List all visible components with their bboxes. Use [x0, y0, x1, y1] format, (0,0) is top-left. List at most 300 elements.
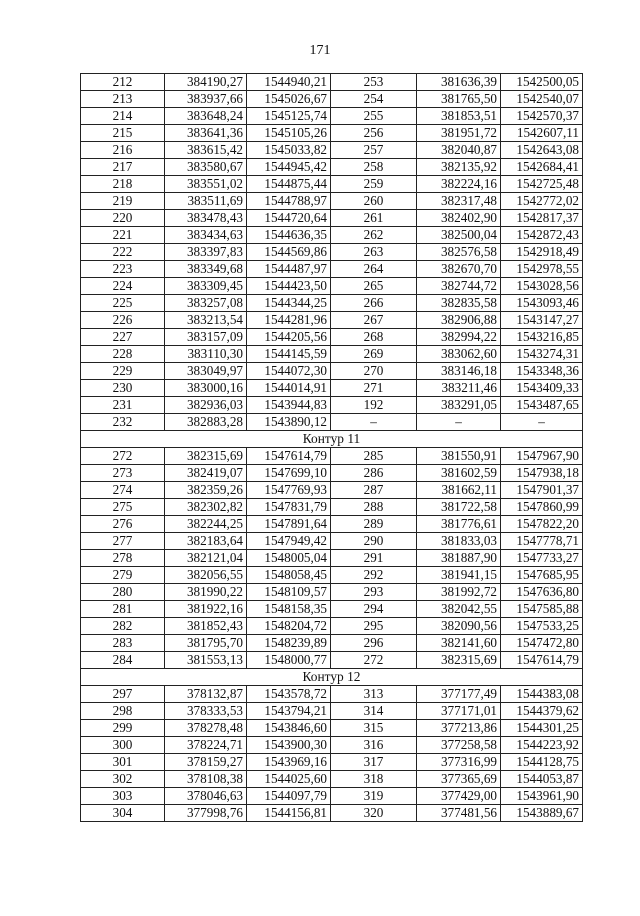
x-coordinate-cell: 382056,55: [165, 567, 247, 584]
y-coordinate-cell: 1547860,99: [501, 499, 583, 516]
table-row: [81, 193, 583, 210]
x-coordinate-cell: 381765,50: [417, 91, 501, 108]
x-coordinate-cell: 383213,54: [165, 312, 247, 329]
point-number-cell: 258: [331, 159, 417, 176]
table-row: [81, 329, 583, 346]
x-coordinate-cell: 377258,58: [417, 737, 501, 754]
point-number-cell: 291: [331, 550, 417, 567]
x-coordinate-cell: 382141,60: [417, 635, 501, 652]
y-coordinate-cell: 1547585,88: [501, 601, 583, 618]
point-number-cell: 272: [81, 448, 165, 465]
table-row: [81, 108, 583, 125]
y-coordinate-cell: 1547778,71: [501, 533, 583, 550]
table-row: [81, 244, 583, 261]
table-row: [81, 686, 583, 703]
y-coordinate-cell: 1544097,79: [247, 788, 331, 805]
table-row: [81, 414, 583, 431]
point-number-cell: 256: [331, 125, 417, 142]
point-number-cell: 315: [331, 720, 417, 737]
table-row: [81, 210, 583, 227]
point-number-cell: 294: [331, 601, 417, 618]
table-row: [81, 618, 583, 635]
y-coordinate-cell: 1544945,42: [247, 159, 331, 176]
y-coordinate-cell: 1543147,27: [501, 312, 583, 329]
x-coordinate-cell: 382224,16: [417, 176, 501, 193]
y-coordinate-cell: 1545033,82: [247, 142, 331, 159]
x-coordinate-cell: 383000,16: [165, 380, 247, 397]
y-coordinate-cell: 1542684,41: [501, 159, 583, 176]
x-coordinate-cell: 383478,43: [165, 210, 247, 227]
point-number-cell: 269: [331, 346, 417, 363]
y-coordinate-cell: 1543274,31: [501, 346, 583, 363]
point-number-cell: 273: [81, 465, 165, 482]
x-coordinate-cell: 383062,60: [417, 346, 501, 363]
x-coordinate-cell: 383110,30: [165, 346, 247, 363]
y-coordinate-cell: 1547733,27: [501, 550, 583, 567]
x-coordinate-cell: 382090,56: [417, 618, 501, 635]
x-coordinate-cell: 382135,92: [417, 159, 501, 176]
y-coordinate-cell: 1548158,35: [247, 601, 331, 618]
x-coordinate-cell: 381941,15: [417, 567, 501, 584]
point-number-cell: 267: [331, 312, 417, 329]
table-row: [81, 805, 583, 822]
x-coordinate-cell: 382402,90: [417, 210, 501, 227]
x-coordinate-cell: 382315,69: [417, 652, 501, 669]
y-coordinate-cell: 1547901,37: [501, 482, 583, 499]
contour-title: Контур 12: [81, 669, 583, 686]
x-coordinate-cell: 381795,70: [165, 635, 247, 652]
x-coordinate-cell: 382183,64: [165, 533, 247, 550]
x-coordinate-cell: 382302,82: [165, 499, 247, 516]
x-coordinate-cell: 383291,05: [417, 397, 501, 414]
point-number-cell: 296: [331, 635, 417, 652]
point-number-cell: 221: [81, 227, 165, 244]
point-number-cell: 271: [331, 380, 417, 397]
y-coordinate-cell: 1547769,93: [247, 482, 331, 499]
table-row: [81, 346, 583, 363]
point-number-cell: 257: [331, 142, 417, 159]
point-number-cell: 280: [81, 584, 165, 601]
y-coordinate-cell: 1543961,90: [501, 788, 583, 805]
point-number-cell: 262: [331, 227, 417, 244]
y-coordinate-cell: 1544636,35: [247, 227, 331, 244]
point-number-cell: 270: [331, 363, 417, 380]
y-coordinate-cell: 1547685,95: [501, 567, 583, 584]
coordinates-table-body: [81, 74, 583, 822]
y-coordinate-cell: 1547831,79: [247, 499, 331, 516]
table-row: [81, 516, 583, 533]
point-number-cell: 212: [81, 74, 165, 91]
y-coordinate-cell: 1547938,18: [501, 465, 583, 482]
x-coordinate-cell: 382936,03: [165, 397, 247, 414]
point-number-cell: 277: [81, 533, 165, 550]
point-number-cell: 287: [331, 482, 417, 499]
point-number-cell: 293: [331, 584, 417, 601]
y-coordinate-cell: 1544014,91: [247, 380, 331, 397]
y-coordinate-cell: 1544205,56: [247, 329, 331, 346]
y-coordinate-cell: 1544301,25: [501, 720, 583, 737]
y-coordinate-cell: 1547891,64: [247, 516, 331, 533]
point-number-cell: 231: [81, 397, 165, 414]
y-coordinate-cell: 1542643,08: [501, 142, 583, 159]
point-number-cell: 319: [331, 788, 417, 805]
y-coordinate-cell: 1543578,72: [247, 686, 331, 703]
point-number-cell: 316: [331, 737, 417, 754]
y-coordinate-cell: 1544487,97: [247, 261, 331, 278]
point-number-cell: 222: [81, 244, 165, 261]
table-row: [81, 261, 583, 278]
x-coordinate-cell: 381602,59: [417, 465, 501, 482]
x-coordinate-cell: 382994,22: [417, 329, 501, 346]
x-coordinate-cell: 382244,25: [165, 516, 247, 533]
y-coordinate-cell: 1547699,10: [247, 465, 331, 482]
y-coordinate-cell: 1547967,90: [501, 448, 583, 465]
point-number-cell: 289: [331, 516, 417, 533]
y-coordinate-cell: 1544344,25: [247, 295, 331, 312]
point-number-cell: 232: [81, 414, 165, 431]
point-number-cell: 264: [331, 261, 417, 278]
x-coordinate-cell: 383211,46: [417, 380, 501, 397]
table-row: [81, 771, 583, 788]
y-coordinate-cell: 1543794,21: [247, 703, 331, 720]
x-coordinate-cell: 382121,04: [165, 550, 247, 567]
point-number-cell: 230: [81, 380, 165, 397]
section-header-row: [81, 669, 583, 686]
x-coordinate-cell: 377481,56: [417, 805, 501, 822]
x-coordinate-cell: 382670,70: [417, 261, 501, 278]
page-number: 171: [309, 43, 331, 58]
point-number-cell: 314: [331, 703, 417, 720]
y-coordinate-cell: 1547614,79: [501, 652, 583, 669]
x-coordinate-cell: 383397,83: [165, 244, 247, 261]
point-number-cell: 302: [81, 771, 165, 788]
x-coordinate-cell: 382835,58: [417, 295, 501, 312]
x-coordinate-cell: 381722,58: [417, 499, 501, 516]
x-coordinate-cell: 382906,88: [417, 312, 501, 329]
x-coordinate-cell: 382500,04: [417, 227, 501, 244]
table-row: [81, 482, 583, 499]
point-number-cell: 283: [81, 635, 165, 652]
y-coordinate-cell: 1544281,96: [247, 312, 331, 329]
x-coordinate-cell: 377429,00: [417, 788, 501, 805]
y-coordinate-cell: 1548109,57: [247, 584, 331, 601]
x-coordinate-cell: 383551,02: [165, 176, 247, 193]
point-number-cell: 260: [331, 193, 417, 210]
point-number-cell: 261: [331, 210, 417, 227]
y-coordinate-cell: 1547614,79: [247, 448, 331, 465]
x-coordinate-cell: 377171,01: [417, 703, 501, 720]
y-coordinate-cell: 1544025,60: [247, 771, 331, 788]
y-coordinate-cell: 1545026,67: [247, 91, 331, 108]
y-coordinate-cell: 1544379,62: [501, 703, 583, 720]
point-number-cell: 223: [81, 261, 165, 278]
point-number-cell: 268: [331, 329, 417, 346]
x-coordinate-cell: 383257,08: [165, 295, 247, 312]
point-number-cell: 286: [331, 465, 417, 482]
y-coordinate-cell: 1544569,86: [247, 244, 331, 261]
table-row: [81, 754, 583, 771]
y-coordinate-cell: 1544788,97: [247, 193, 331, 210]
y-coordinate-cell: 1542607,11: [501, 125, 583, 142]
x-coordinate-cell: 383937,66: [165, 91, 247, 108]
y-coordinate-cell: 1544128,75: [501, 754, 583, 771]
x-coordinate-cell: 381833,03: [417, 533, 501, 550]
x-coordinate-cell: 378132,87: [165, 686, 247, 703]
x-coordinate-cell: 381553,13: [165, 652, 247, 669]
x-coordinate-cell: 382576,58: [417, 244, 501, 261]
point-number-cell: 218: [81, 176, 165, 193]
x-coordinate-cell: 378278,48: [165, 720, 247, 737]
x-coordinate-cell: 378108,38: [165, 771, 247, 788]
x-coordinate-cell: 384190,27: [165, 74, 247, 91]
point-number-cell: 288: [331, 499, 417, 516]
point-number-cell: –: [331, 414, 417, 431]
y-coordinate-cell: 1543487,65: [501, 397, 583, 414]
y-coordinate-cell: 1543409,33: [501, 380, 583, 397]
y-coordinate-cell: 1542570,37: [501, 108, 583, 125]
table-row: [81, 74, 583, 91]
table-row: [81, 176, 583, 193]
point-number-cell: 224: [81, 278, 165, 295]
x-coordinate-cell: 382040,87: [417, 142, 501, 159]
point-number-cell: 292: [331, 567, 417, 584]
y-coordinate-cell: 1544383,08: [501, 686, 583, 703]
y-coordinate-cell: 1543944,83: [247, 397, 331, 414]
point-number-cell: 225: [81, 295, 165, 312]
y-coordinate-cell: 1547636,80: [501, 584, 583, 601]
x-coordinate-cell: 382419,07: [165, 465, 247, 482]
table-row: [81, 159, 583, 176]
point-number-cell: 317: [331, 754, 417, 771]
y-coordinate-cell: 1544223,92: [501, 737, 583, 754]
point-number-cell: 281: [81, 601, 165, 618]
x-coordinate-cell: 381951,72: [417, 125, 501, 142]
table-row: [81, 533, 583, 550]
table-row: [81, 363, 583, 380]
point-number-cell: 214: [81, 108, 165, 125]
y-coordinate-cell: 1542540,07: [501, 91, 583, 108]
point-number-cell: 226: [81, 312, 165, 329]
x-coordinate-cell: 377316,99: [417, 754, 501, 771]
table-row: [81, 125, 583, 142]
y-coordinate-cell: 1542500,05: [501, 74, 583, 91]
point-number-cell: 295: [331, 618, 417, 635]
point-number-cell: 220: [81, 210, 165, 227]
table-row: [81, 788, 583, 805]
x-coordinate-cell: 381636,39: [417, 74, 501, 91]
x-coordinate-cell: 378333,53: [165, 703, 247, 720]
table-row: [81, 278, 583, 295]
y-coordinate-cell: 1548000,77: [247, 652, 331, 669]
y-coordinate-cell: 1543969,16: [247, 754, 331, 771]
point-number-cell: 219: [81, 193, 165, 210]
x-coordinate-cell: 378159,27: [165, 754, 247, 771]
y-coordinate-cell: 1544720,64: [247, 210, 331, 227]
x-coordinate-cell: 377177,49: [417, 686, 501, 703]
x-coordinate-cell: 382744,72: [417, 278, 501, 295]
table-row: [81, 567, 583, 584]
y-coordinate-cell: 1547822,20: [501, 516, 583, 533]
point-number-cell: 213: [81, 91, 165, 108]
point-number-cell: 227: [81, 329, 165, 346]
y-coordinate-cell: 1548005,04: [247, 550, 331, 567]
x-coordinate-cell: 383434,63: [165, 227, 247, 244]
y-coordinate-cell: 1544145,59: [247, 346, 331, 363]
point-number-cell: 318: [331, 771, 417, 788]
x-coordinate-cell: 383641,36: [165, 125, 247, 142]
y-coordinate-cell: 1543890,12: [247, 414, 331, 431]
x-coordinate-cell: 383648,24: [165, 108, 247, 125]
point-number-cell: 215: [81, 125, 165, 142]
table-row: [81, 397, 583, 414]
y-coordinate-cell: –: [501, 414, 583, 431]
point-number-cell: 282: [81, 618, 165, 635]
x-coordinate-cell: 382317,48: [417, 193, 501, 210]
point-number-cell: 303: [81, 788, 165, 805]
x-coordinate-cell: 377998,76: [165, 805, 247, 822]
y-coordinate-cell: 1542978,55: [501, 261, 583, 278]
y-coordinate-cell: 1543846,60: [247, 720, 331, 737]
point-number-cell: 313: [331, 686, 417, 703]
x-coordinate-cell: 378046,63: [165, 788, 247, 805]
y-coordinate-cell: 1543216,85: [501, 329, 583, 346]
point-number-cell: 300: [81, 737, 165, 754]
y-coordinate-cell: 1548058,45: [247, 567, 331, 584]
x-coordinate-cell: 377365,69: [417, 771, 501, 788]
y-coordinate-cell: 1548239,89: [247, 635, 331, 652]
table-row: [81, 142, 583, 159]
x-coordinate-cell: 381887,90: [417, 550, 501, 567]
x-coordinate-cell: 383146,18: [417, 363, 501, 380]
x-coordinate-cell: 382042,55: [417, 601, 501, 618]
y-coordinate-cell: 1544072,30: [247, 363, 331, 380]
point-number-cell: 272: [331, 652, 417, 669]
x-coordinate-cell: 383049,97: [165, 363, 247, 380]
table-row: [81, 295, 583, 312]
y-coordinate-cell: 1544875,44: [247, 176, 331, 193]
point-number-cell: 217: [81, 159, 165, 176]
point-number-cell: 253: [331, 74, 417, 91]
point-number-cell: 254: [331, 91, 417, 108]
y-coordinate-cell: 1545125,74: [247, 108, 331, 125]
table-row: [81, 737, 583, 754]
table-row: [81, 550, 583, 567]
table-row: [81, 448, 583, 465]
y-coordinate-cell: 1547533,25: [501, 618, 583, 635]
point-number-cell: 298: [81, 703, 165, 720]
contour-title: Контур 11: [81, 431, 583, 448]
point-number-cell: 263: [331, 244, 417, 261]
y-coordinate-cell: 1544940,21: [247, 74, 331, 91]
table-row: [81, 465, 583, 482]
y-coordinate-cell: 1544156,81: [247, 805, 331, 822]
point-number-cell: 275: [81, 499, 165, 516]
table-row: [81, 652, 583, 669]
x-coordinate-cell: –: [417, 414, 501, 431]
point-number-cell: 229: [81, 363, 165, 380]
x-coordinate-cell: 381852,43: [165, 618, 247, 635]
point-number-cell: 301: [81, 754, 165, 771]
y-coordinate-cell: 1542772,02: [501, 193, 583, 210]
point-number-cell: 228: [81, 346, 165, 363]
table-row: [81, 380, 583, 397]
x-coordinate-cell: 381922,16: [165, 601, 247, 618]
x-coordinate-cell: 381990,22: [165, 584, 247, 601]
y-coordinate-cell: 1544423,50: [247, 278, 331, 295]
point-number-cell: 279: [81, 567, 165, 584]
table-row: [81, 584, 583, 601]
point-number-cell: 290: [331, 533, 417, 550]
x-coordinate-cell: 381662,11: [417, 482, 501, 499]
table-row: [81, 499, 583, 516]
table-row: [81, 91, 583, 108]
point-number-cell: 266: [331, 295, 417, 312]
point-number-cell: 192: [331, 397, 417, 414]
table-row: [81, 312, 583, 329]
x-coordinate-cell: 381776,61: [417, 516, 501, 533]
x-coordinate-cell: 378224,71: [165, 737, 247, 754]
table-row: [81, 703, 583, 720]
x-coordinate-cell: 382315,69: [165, 448, 247, 465]
point-number-cell: 297: [81, 686, 165, 703]
point-number-cell: 276: [81, 516, 165, 533]
coordinates-table: [80, 73, 583, 822]
y-coordinate-cell: 1543028,56: [501, 278, 583, 295]
y-coordinate-cell: 1542817,37: [501, 210, 583, 227]
x-coordinate-cell: 382883,28: [165, 414, 247, 431]
table-row: [81, 635, 583, 652]
x-coordinate-cell: 383511,69: [165, 193, 247, 210]
x-coordinate-cell: 381853,51: [417, 108, 501, 125]
x-coordinate-cell: 383157,09: [165, 329, 247, 346]
point-number-cell: 255: [331, 108, 417, 125]
table-row: [81, 227, 583, 244]
y-coordinate-cell: 1545105,26: [247, 125, 331, 142]
x-coordinate-cell: 383615,42: [165, 142, 247, 159]
x-coordinate-cell: 377213,86: [417, 720, 501, 737]
table-row: [81, 720, 583, 737]
y-coordinate-cell: 1542725,48: [501, 176, 583, 193]
y-coordinate-cell: 1543889,67: [501, 805, 583, 822]
point-number-cell: 284: [81, 652, 165, 669]
y-coordinate-cell: 1542918,49: [501, 244, 583, 261]
y-coordinate-cell: 1543900,30: [247, 737, 331, 754]
x-coordinate-cell: 383349,68: [165, 261, 247, 278]
point-number-cell: 265: [331, 278, 417, 295]
point-number-cell: 259: [331, 176, 417, 193]
y-coordinate-cell: 1548204,72: [247, 618, 331, 635]
point-number-cell: 278: [81, 550, 165, 567]
table-row: [81, 601, 583, 618]
point-number-cell: 216: [81, 142, 165, 159]
point-number-cell: 299: [81, 720, 165, 737]
x-coordinate-cell: 382359,26: [165, 482, 247, 499]
section-header-row: [81, 431, 583, 448]
point-number-cell: 304: [81, 805, 165, 822]
y-coordinate-cell: 1547949,42: [247, 533, 331, 550]
point-number-cell: 274: [81, 482, 165, 499]
x-coordinate-cell: 381992,72: [417, 584, 501, 601]
x-coordinate-cell: 381550,91: [417, 448, 501, 465]
y-coordinate-cell: 1547472,80: [501, 635, 583, 652]
y-coordinate-cell: 1543348,36: [501, 363, 583, 380]
x-coordinate-cell: 383309,45: [165, 278, 247, 295]
x-coordinate-cell: 383580,67: [165, 159, 247, 176]
y-coordinate-cell: 1544053,87: [501, 771, 583, 788]
point-number-cell: 285: [331, 448, 417, 465]
y-coordinate-cell: 1543093,46: [501, 295, 583, 312]
point-number-cell: 320: [331, 805, 417, 822]
